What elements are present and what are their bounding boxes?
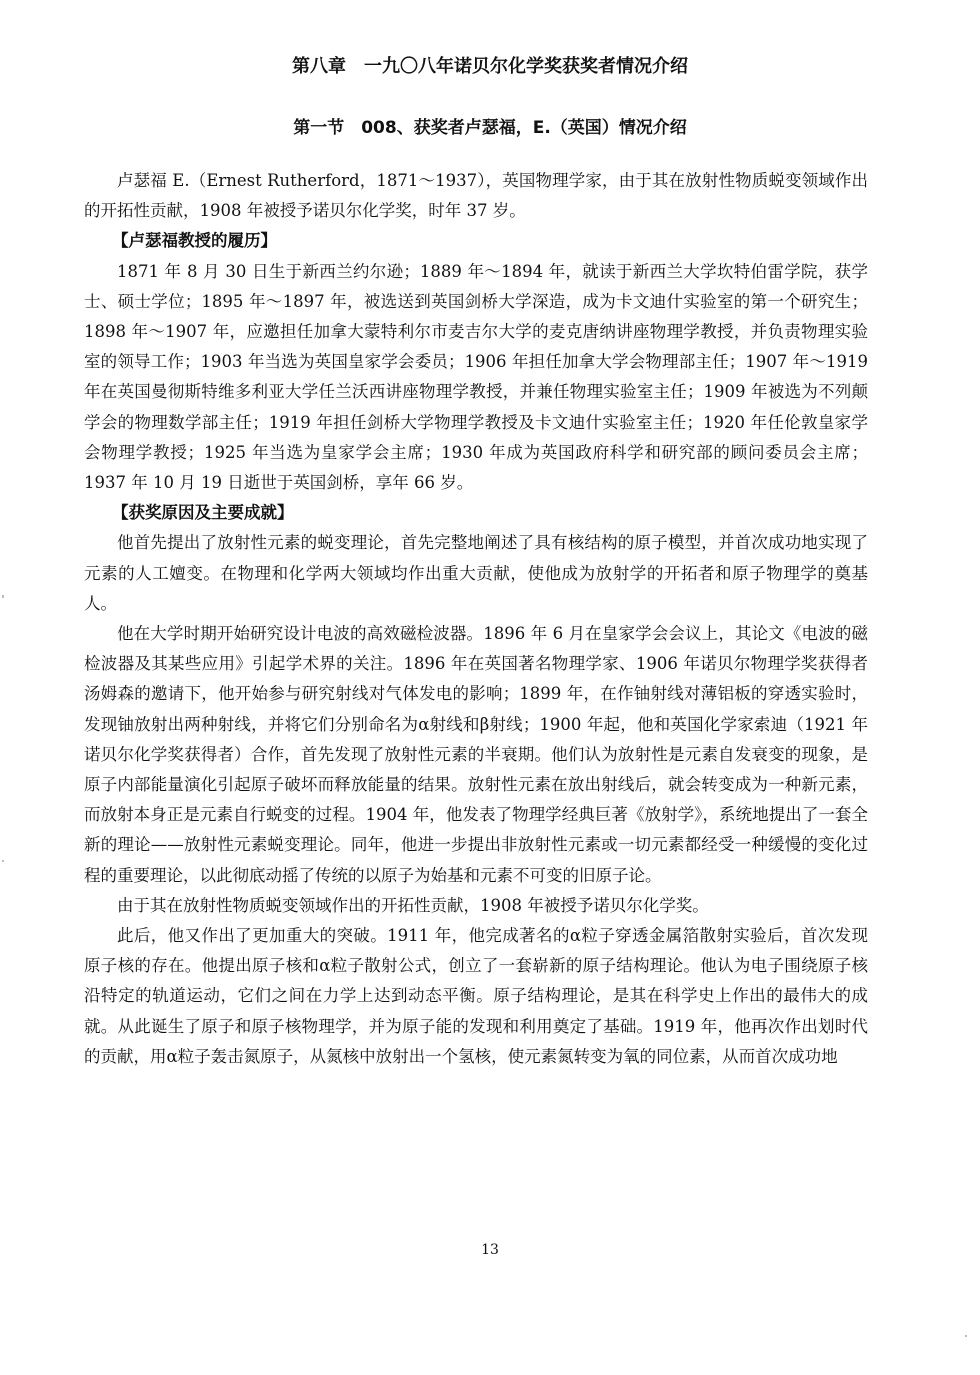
scan-edge-mark bbox=[2, 860, 4, 862]
award-heading: 【获奖原因及主要成就】 bbox=[112, 503, 294, 523]
resume-heading: 【卢瑟福教授的履历】 bbox=[112, 231, 277, 251]
chapter-title: 第八章 一九〇八年诺贝尔化学奖获奖者情况介绍 bbox=[292, 56, 688, 77]
paragraph: 此后，他又作出了更加重大的突破。1911 年，他完成著名的α粒子穿透金属箔散射实验后，首次发现原子核的存在。他提出原子核和α粒子散射公式，创立了一套崭新的原子结构理论。他认为电子围绕原子核沿特定的轨道运动，它们之间在力学上达到动态平衡。原子结构理论，是其在科学史上作出的最伟大的成就。从此诞生了原子和原子核物理学，并为原子能的发现和利用奠定了基础。1919 年，他再次作出划时代的贡献，用α粒子轰击氮原子，从氮核中放射出一个氢核，使元素氮转变为氧的同位素，从而首次成功地 bbox=[84, 926, 868, 1066]
paragraph: 他在大学时期开始研究设计电波的高效磁检波器。1896 年 6 月在皇家学会会议上，其论文《电波的磁检波器及其某些应用》引起学术界的关注。1896 年在英国著名物理学家、1906 年诺贝尔物理学奖获得者汤姆森的邀请下，他开始参与研究射线对气体发电的影响；1899 年，在作铀射线对薄铝板的穿透实验时，发现铀放射出两种射线，并将它们分别命名为α射线和β射线；1900 年起，他和英国化学家索迪（1921 年诺贝尔化学奖获得者）合作，首先发现了放射性元素的半衰期。他们认为放射性是元素自发衰变的现象，是原子内部能量演化引起原子破坏而释放能量的结果。放射性元素在放出射线后，就会转变成为一种新元素，而放射本身正是元素自行蜕变的过程。1904 年，他发表了物理学经典巨著《放射学》，系统地提出了一套全新的理论——放射性元素蜕变理论。同年，他进一步提出非放射性元素或一切元素都经受一种缓慢的变化过程的重要理论，以此彻底动摇了传统的以原子为始基和元素不可变的旧原子论。 bbox=[84, 624, 868, 885]
scan-edge-mark bbox=[965, 1335, 967, 1337]
page-number: 13 bbox=[481, 1242, 499, 1258]
body-text bbox=[84, 166, 868, 1072]
scan-edge-mark bbox=[2, 595, 4, 598]
intro-paragraph: 卢瑟福 E.（Ernest Rutherford，1871～1937），英国物理学家，由于其在放射性物质蜕变领域作出的开拓性贡献，1908 年被授予诺贝尔化学奖，时年 37 岁。 bbox=[84, 171, 868, 221]
section-title: 第一节 008、获奖者卢瑟福，E.（英国）情况介绍 bbox=[293, 118, 687, 138]
paragraph: 他首先提出了放射性元素的蜕变理论，首先完整地阐述了具有核结构的原子模型，并首次成功地实现了元素的人工嬗变。在物理和化学两大领域均作出重大贡献，使他成为放射学的开拓者和原子物理学的奠基人。 bbox=[84, 533, 868, 613]
paragraph: 由于其在放射性物质蜕变领域作出的开拓性贡献，1908 年被授予诺贝尔化学奖。 bbox=[117, 895, 709, 915]
resume-paragraph: 1871 年 8 月 30 日生于新西兰约尔逊；1889 年～1894 年，就读于新西兰大学坎特伯雷学院，获学士、硕士学位；1895 年～1897 年，被选送到英国剑桥大学深造，成为卡文迪什实验室的第一个研究生；1898 年～1907 年，应邀担任加拿大蒙特利尔市麦吉尔大学的麦克唐纳讲座物理学教授，并负责物理实验室的领导工作；1903 年当选为英国皇家学会委员；1906 年担任加拿大学会物理部主任；1907 年～1919 年在英国曼彻斯特维多利亚大学任兰沃西讲座物理学教授，并兼任物理实验室主任；1909 年被选为不列颠学会的物理数学部主任；1919 年担任剑桥大学物理学教授及卡文迪什实验室主任；1920 年任伦敦皇家学会物理学教授；1925 年当选为皇家学会主席；1930 年成为英国政府科学和研究部的顾问委员会主席；1937 年 10 月 19 日逝世于英国剑桥，享年 66 岁。 bbox=[84, 261, 868, 493]
